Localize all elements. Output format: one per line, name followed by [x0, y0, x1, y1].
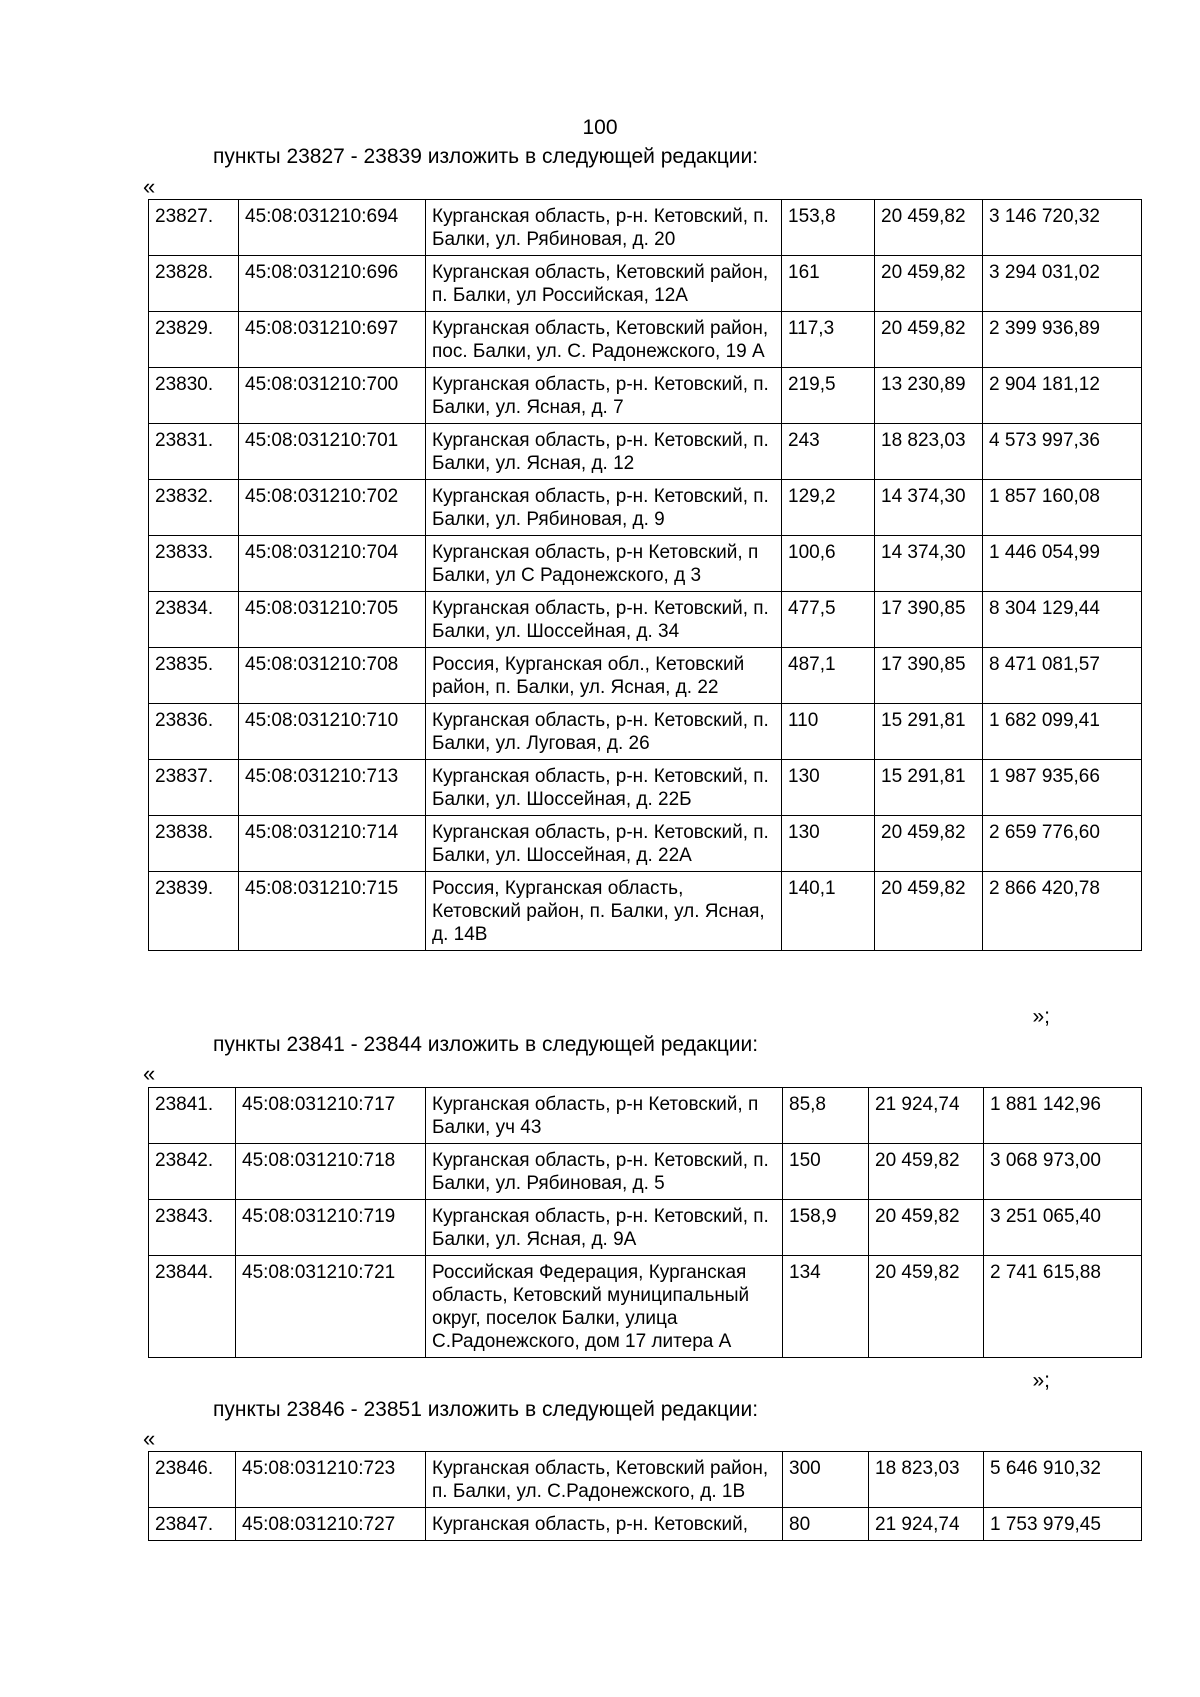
address-cell: Россия, Курганская обл., Кетовский район, п. Балки, ул. Ясная, д. 22 — [426, 648, 782, 704]
area-cell: 129,2 — [782, 480, 875, 536]
cadastral-value-cell: 3 294 031,02 — [983, 256, 1142, 312]
cadastral-number-cell: 45:08:031210:704 — [239, 536, 426, 592]
cadastral-value-cell: 3 068 973,00 — [984, 1144, 1142, 1200]
address-cell: Курганская область, Кетовский район, пос. Балки, ул. С. Радонежского, 19 А — [426, 312, 782, 368]
table-row — [149, 704, 1142, 760]
cadastral-value-cell: 3 146 720,32 — [983, 200, 1142, 256]
row-number-cell: 23830. — [149, 368, 239, 424]
address-cell: Курганская область, р-н. Кетовский, п. Балки, ул. Рябиновая, д. 5 — [426, 1144, 783, 1200]
area-cell: 130 — [782, 760, 875, 816]
area-cell: 134 — [783, 1256, 869, 1358]
section-heading: пункты 23827 - 23839 изложить в следующей редакции: — [213, 145, 759, 168]
row-number-cell: 23834. — [149, 592, 239, 648]
row-number-cell: 23846. — [149, 1452, 236, 1508]
area-cell: 487,1 — [782, 648, 875, 704]
property-table — [148, 199, 1142, 951]
address-cell: Курганская область, р-н Кетовский, п Балки, ул С Радонежского, д 3 — [426, 536, 782, 592]
cadastral-number-cell: 45:08:031210:714 — [239, 816, 426, 872]
unit-value-cell: 20 459,82 — [875, 256, 983, 312]
address-cell: Курганская область, р-н. Кетовский, п. Балки, ул. Шоссейная, д. 22А — [426, 816, 782, 872]
unit-value-cell: 17 390,85 — [875, 648, 983, 704]
table-row — [149, 424, 1142, 480]
cadastral-value-cell: 2 904 181,12 — [983, 368, 1142, 424]
cadastral-number-cell: 45:08:031210:713 — [239, 760, 426, 816]
table-row — [149, 536, 1142, 592]
cadastral-number-cell: 45:08:031210:723 — [236, 1452, 426, 1508]
row-number-cell: 23839. — [149, 872, 239, 951]
address-cell: Курганская область, р-н Кетовский, п Балки, уч 43 — [426, 1088, 783, 1144]
address-cell: Курганская область, Кетовский район, п. Балки, ул Российская, 12А — [426, 256, 782, 312]
table-row — [149, 312, 1142, 368]
area-cell: 161 — [782, 256, 875, 312]
area-cell: 85,8 — [783, 1088, 869, 1144]
unit-value-cell: 14 374,30 — [875, 480, 983, 536]
address-cell: Курганская область, р-н. Кетовский, п. Балки, ул. Луговая, д. 26 — [426, 704, 782, 760]
cadastral-value-cell: 1 682 099,41 — [983, 704, 1142, 760]
table-row — [149, 872, 1142, 951]
cadastral-value-cell: 1 446 054,99 — [983, 536, 1142, 592]
area-cell: 219,5 — [782, 368, 875, 424]
unit-value-cell: 21 924,74 — [869, 1088, 984, 1144]
cadastral-value-cell: 2 866 420,78 — [983, 872, 1142, 951]
cadastral-value-cell: 8 471 081,57 — [983, 648, 1142, 704]
cadastral-number-cell: 45:08:031210:700 — [239, 368, 426, 424]
table-row — [149, 592, 1142, 648]
unit-value-cell: 20 459,82 — [869, 1144, 984, 1200]
unit-value-cell: 15 291,81 — [875, 760, 983, 816]
address-cell: Курганская область, р-н. Кетовский, п. Балки, ул. Шоссейная, д. 22Б — [426, 760, 782, 816]
table-row — [149, 480, 1142, 536]
unit-value-cell: 18 823,03 — [875, 424, 983, 480]
row-number-cell: 23838. — [149, 816, 239, 872]
table-row — [149, 1088, 1142, 1144]
cadastral-number-cell: 45:08:031210:697 — [239, 312, 426, 368]
area-cell: 158,9 — [783, 1200, 869, 1256]
address-cell: Российская Федерация, Курганская область, Кетовский муниципальный округ, поселок Балки, улица С.Радонежского, дом 17 литера А — [426, 1256, 783, 1358]
table-row — [149, 1256, 1142, 1358]
cadastral-value-cell: 5 646 910,32 — [984, 1452, 1142, 1508]
cadastral-value-cell: 2 741 615,88 — [984, 1256, 1142, 1358]
cadastral-value-cell: 1 753 979,45 — [984, 1508, 1142, 1541]
address-cell: Курганская область, Кетовский район, п. Балки, ул. С.Радонежского, д. 1В — [426, 1452, 783, 1508]
row-number-cell: 23843. — [149, 1200, 236, 1256]
cadastral-value-cell: 2 659 776,60 — [983, 816, 1142, 872]
table-row — [149, 1144, 1142, 1200]
area-cell: 100,6 — [782, 536, 875, 592]
area-cell: 140,1 — [782, 872, 875, 951]
row-number-cell: 23829. — [149, 312, 239, 368]
section-heading: пункты 23846 - 23851 изложить в следующей редакции: — [213, 1398, 759, 1421]
table-row — [149, 200, 1142, 256]
area-cell: 300 — [783, 1452, 869, 1508]
unit-value-cell: 17 390,85 — [875, 592, 983, 648]
unit-value-cell: 20 459,82 — [875, 872, 983, 951]
closing-quote: »; — [1032, 1005, 1050, 1028]
cadastral-number-cell: 45:08:031210:705 — [239, 592, 426, 648]
area-cell: 110 — [782, 704, 875, 760]
area-cell: 153,8 — [782, 200, 875, 256]
table-row — [149, 1452, 1142, 1508]
cadastral-value-cell: 4 573 997,36 — [983, 424, 1142, 480]
address-cell: Курганская область, р-н. Кетовский, п. Балки, ул. Шоссейная, д. 34 — [426, 592, 782, 648]
cadastral-number-cell: 45:08:031210:715 — [239, 872, 426, 951]
area-cell: 130 — [782, 816, 875, 872]
row-number-cell: 23847. — [149, 1508, 236, 1541]
row-number-cell: 23844. — [149, 1256, 236, 1358]
address-cell: Курганская область, р-н. Кетовский, п. Балки, ул. Ясная, д. 9А — [426, 1200, 783, 1256]
page-number: 100 — [582, 116, 618, 139]
area-cell: 117,3 — [782, 312, 875, 368]
area-cell: 477,5 — [782, 592, 875, 648]
row-number-cell: 23842. — [149, 1144, 236, 1200]
address-cell: Курганская область, р-н. Кетовский, п. Балки, ул. Рябиновая, д. 20 — [426, 200, 782, 256]
cadastral-value-cell: 1 881 142,96 — [984, 1088, 1142, 1144]
unit-value-cell: 13 230,89 — [875, 368, 983, 424]
cadastral-number-cell: 45:08:031210:708 — [239, 648, 426, 704]
property-table — [148, 1087, 1142, 1358]
opening-quote: « — [143, 1426, 156, 1451]
cadastral-number-cell: 45:08:031210:696 — [239, 256, 426, 312]
opening-quote: « — [143, 174, 156, 199]
cadastral-value-cell: 1 987 935,66 — [983, 760, 1142, 816]
table-row — [149, 760, 1142, 816]
cadastral-number-cell: 45:08:031210:721 — [236, 1256, 426, 1358]
cadastral-number-cell: 45:08:031210:710 — [239, 704, 426, 760]
area-cell: 80 — [783, 1508, 869, 1541]
row-number-cell: 23835. — [149, 648, 239, 704]
unit-value-cell: 15 291,81 — [875, 704, 983, 760]
address-cell: Курганская область, р-н. Кетовский, п. Балки, ул. Рябиновая, д. 9 — [426, 480, 782, 536]
cadastral-number-cell: 45:08:031210:694 — [239, 200, 426, 256]
cadastral-value-cell: 1 857 160,08 — [983, 480, 1142, 536]
row-number-cell: 23836. — [149, 704, 239, 760]
unit-value-cell: 18 823,03 — [869, 1452, 984, 1508]
cadastral-number-cell: 45:08:031210:719 — [236, 1200, 426, 1256]
address-cell: Курганская область, р-н. Кетовский, п. Балки, ул. Ясная, д. 7 — [426, 368, 782, 424]
table-row — [149, 256, 1142, 312]
address-cell: Россия, Курганская область, Кетовский район, п. Балки, ул. Ясная, д. 14В — [426, 872, 782, 951]
table-row — [149, 368, 1142, 424]
closing-quote: »; — [1032, 1369, 1050, 1392]
row-number-cell: 23837. — [149, 760, 239, 816]
row-number-cell: 23841. — [149, 1088, 236, 1144]
cadastral-number-cell: 45:08:031210:702 — [239, 480, 426, 536]
table-row — [149, 1200, 1142, 1256]
unit-value-cell: 14 374,30 — [875, 536, 983, 592]
cadastral-number-cell: 45:08:031210:717 — [236, 1088, 426, 1144]
cadastral-value-cell: 2 399 936,89 — [983, 312, 1142, 368]
address-cell: Курганская область, р-н. Кетовский, — [426, 1508, 783, 1541]
cadastral-number-cell: 45:08:031210:727 — [236, 1508, 426, 1541]
row-number-cell: 23831. — [149, 424, 239, 480]
cadastral-value-cell: 3 251 065,40 — [984, 1200, 1142, 1256]
opening-quote: « — [143, 1061, 156, 1086]
unit-value-cell: 20 459,82 — [869, 1200, 984, 1256]
cadastral-number-cell: 45:08:031210:718 — [236, 1144, 426, 1200]
unit-value-cell: 20 459,82 — [875, 816, 983, 872]
area-cell: 243 — [782, 424, 875, 480]
table-row — [149, 816, 1142, 872]
row-number-cell: 23833. — [149, 536, 239, 592]
address-cell: Курганская область, р-н. Кетовский, п. Балки, ул. Ясная, д. 12 — [426, 424, 782, 480]
cadastral-number-cell: 45:08:031210:701 — [239, 424, 426, 480]
unit-value-cell: 20 459,82 — [869, 1256, 984, 1358]
property-table — [148, 1451, 1142, 1541]
unit-value-cell: 20 459,82 — [875, 200, 983, 256]
row-number-cell: 23828. — [149, 256, 239, 312]
unit-value-cell: 21 924,74 — [869, 1508, 984, 1541]
table-row — [149, 648, 1142, 704]
area-cell: 150 — [783, 1144, 869, 1200]
row-number-cell: 23827. — [149, 200, 239, 256]
unit-value-cell: 20 459,82 — [875, 312, 983, 368]
row-number-cell: 23832. — [149, 480, 239, 536]
table-row — [149, 1508, 1142, 1541]
cadastral-value-cell: 8 304 129,44 — [983, 592, 1142, 648]
section-heading: пункты 23841 - 23844 изложить в следующей редакции: — [213, 1033, 759, 1056]
